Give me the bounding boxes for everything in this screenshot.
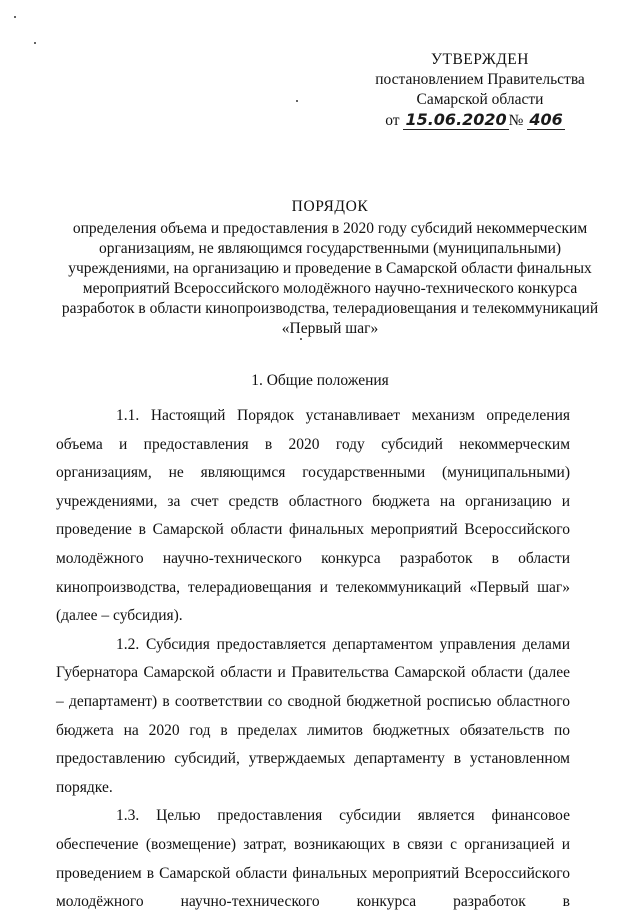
handwritten-number: 406: [529, 110, 563, 129]
document-title: ПОРЯДОК: [291, 198, 369, 215]
number-sign: №: [508, 112, 524, 129]
approval-date-line: [385, 110, 565, 131]
paragraph-1-2: 1.2. Субсидия предоставляется департаментом управления делами Губернатора Самарской области и Правительства Самарской области (далее – департамент) в соответствии со сводной бюджетной росписью областного бюджета на 2020 год в пределах лимитов бюджетных обязательств по предоставлению субсидий, утверждаемых департаменту в установленном порядке.: [56, 635, 570, 796]
date-prefix: от: [385, 112, 400, 129]
scan-speck: [296, 100, 298, 102]
approval-block: [360, 50, 600, 131]
approval-title: УТВЕРЖДЕН: [431, 51, 529, 68]
document-subtitle: определения объема и предоставления в 2020 году субсидий некоммерческим организациям, не являющимся государственными (муниципальными) учреждениями, на организацию и проведение в Самарской области финальных мероприятий Всероссийского молодёжного научно-технического конкурса разработок в области кинопроизводства, телерадиовещания и телекоммуникаций «Первый шаг»: [61, 220, 599, 337]
approval-line-1: постановлением Правительства: [375, 71, 585, 88]
approval-line-2: Самарской области: [416, 91, 544, 108]
scan-speck: [14, 16, 16, 18]
section-body: [56, 402, 570, 917]
scan-speck: [34, 42, 36, 44]
section-heading: 1. Общие положения: [251, 372, 389, 389]
document-title-block: [40, 197, 620, 339]
paragraph-1-3: 1.3. Целью предоставления субсидии является финансовое обеспечение (возмещение) затрат, возникающих в связи с организацией и проведением в Самарской области финальных мероприятий Всероссийского молодёжного научно-технического конкурса разработок в: [56, 807, 570, 911]
paragraph-1-1: 1.1. Настоящий Порядок устанавливает механизм определения объема и предоставления в 2020 году субсидий некоммерческим организациям, не являющимся государственными (муниципальными) учреждениями, за счет средств областного бюджета на организацию и проведение в Самарской области финальных мероприятий Всероссийского молодёжного научно-технического конкурса разработок в области кинопроизводства, телерадиовещания и телекоммуникаций «Первый шаг» (далее – субсидия).: [56, 407, 570, 625]
handwritten-date: 15.06.2020: [405, 110, 507, 129]
